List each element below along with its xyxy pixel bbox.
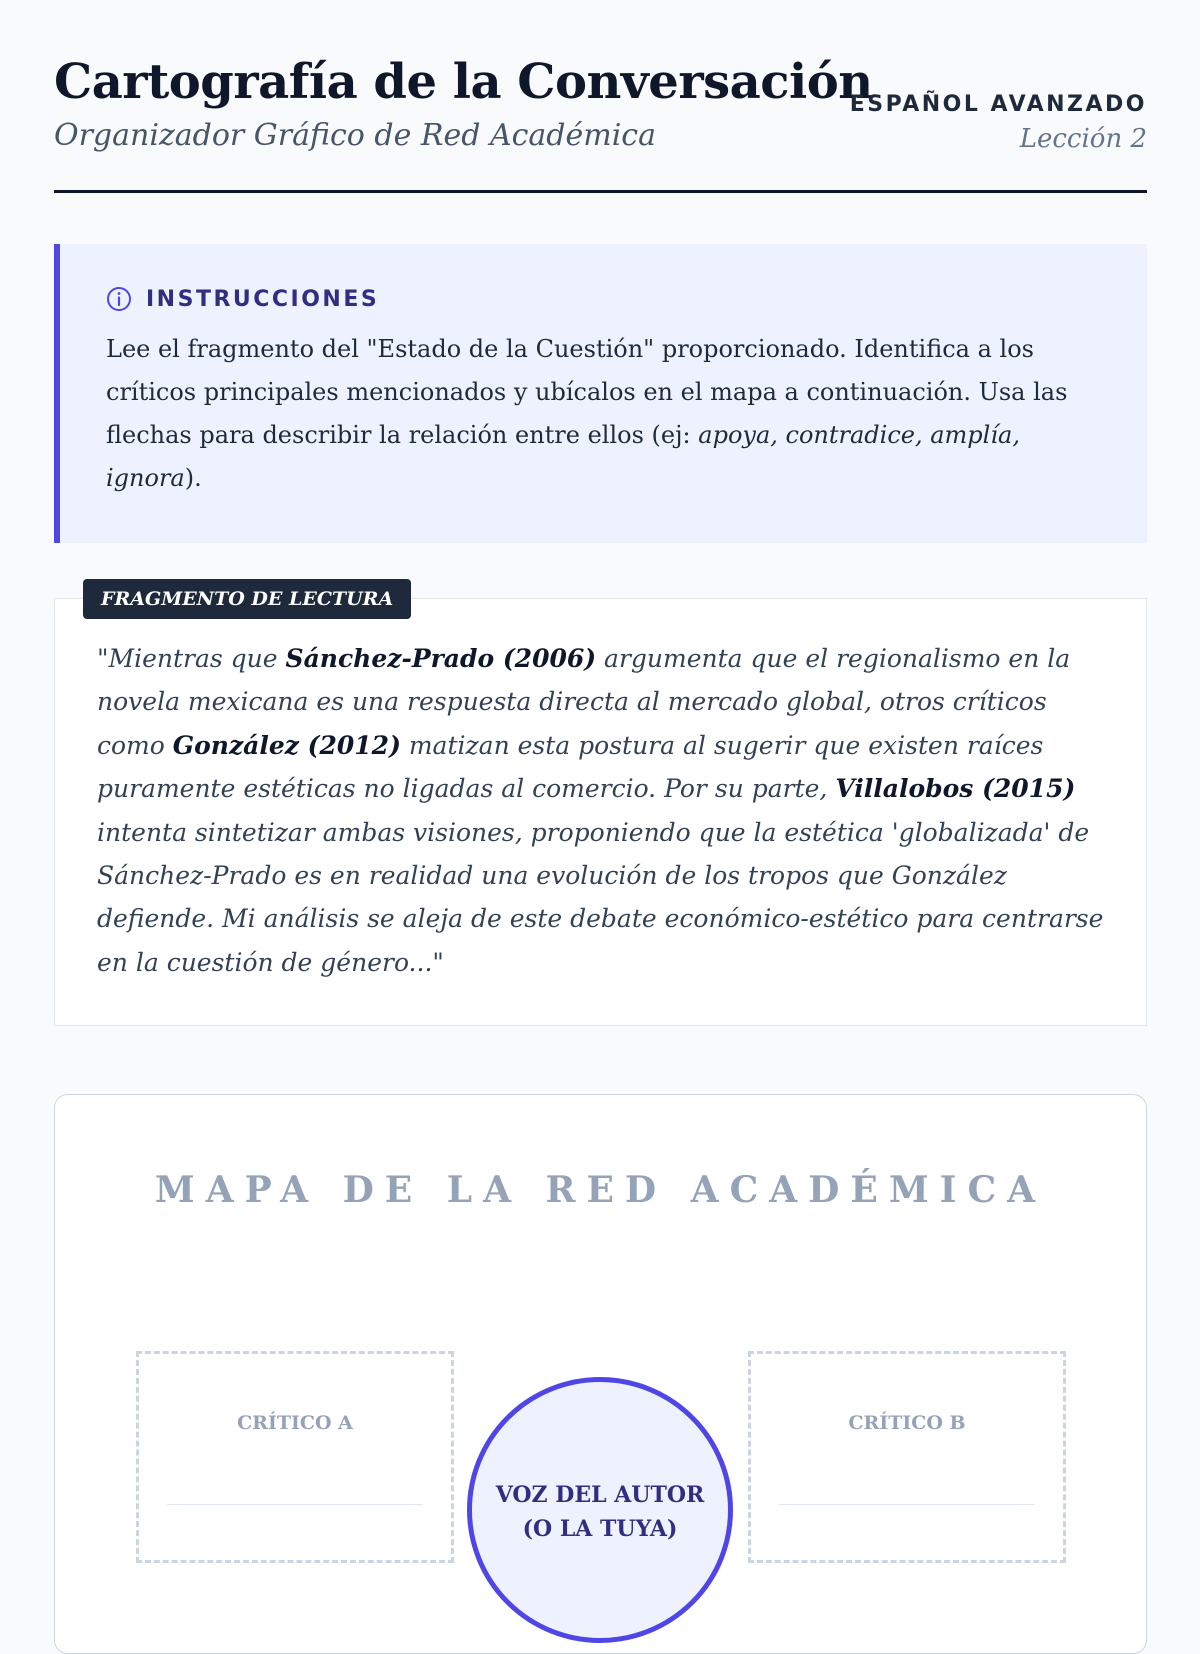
critic-a-answer-line [167,1504,423,1505]
quote-text: "Mientras que [97,644,286,673]
critic-citation: Sánchez-Prado (2006) [285,644,597,673]
page-subtitle: Organizador Gráfico de Red Académica [54,118,656,153]
author-voice-label [472,1478,728,1546]
critic-a-box[interactable] [136,1351,454,1563]
reading-fragment-card [54,588,1147,1026]
page-header [54,54,1147,193]
critic-b-answer-line [779,1504,1035,1505]
author-voice-line-1: VOZ DEL AUTOR [495,1482,705,1508]
quote-text: argumenta que el regionalismo en la novela mexicana es una respuesta directa al mercado global, otros críticos como [97,644,1071,760]
reading-quote [97,637,1107,984]
map-title: MAPA DE LA RED ACADÉMICA [154,1169,1047,1211]
lesson-label: Lección 2 [1019,124,1147,154]
instructions-panel [54,244,1147,543]
critic-b-box[interactable] [748,1351,1066,1563]
instructions-text [106,328,1106,500]
critic-b-label: CRÍTICO B [848,1412,966,1434]
instructions-examples: apoya, contradice, amplía, ignora [106,421,1020,492]
author-voice-line-2: (O LA TUYA) [522,1516,678,1542]
instructions-title: INSTRUCCIONES [146,286,380,312]
info-icon [106,286,132,312]
critic-citation: González (2012) [172,730,401,760]
critic-a-label: CRÍTICO A [237,1412,353,1434]
instructions-header [106,286,379,312]
academic-network-map [54,1094,1147,1654]
page-title: Cartografía de la Conversación [54,54,873,110]
course-label: ESPAÑOL AVANZADO [849,92,1147,117]
instructions-main-text: Lee el fragmento del "Estado de la Cuestión" proporcionado. Identifica a los críticos principales mencionados y ubícalos en el mapa a continuación. Usa las flechas para describir la relación entre ellos (ej: [106,335,1068,449]
instructions-end-text: ). [184,464,202,492]
critic-citation: Villalobos (2015) [835,774,1076,804]
reading-tag: FRAGMENTO DE LECTURA [83,579,411,619]
quote-text: intenta sintetizar ambas visiones, proponiendo que la estética 'globalizada' de Sánchez-Prado es en realidad una evolución de los tropos que González defiende. Mi análisis se aleja de este debate económico-estético para centrarse en la cuestión de género..." [97,817,1104,977]
author-voice-node[interactable] [467,1377,733,1643]
quote-text: matizan esta postura al sugerir que existen raíces puramente estéticas no ligadas al comercio. Por su parte, [97,730,1044,804]
